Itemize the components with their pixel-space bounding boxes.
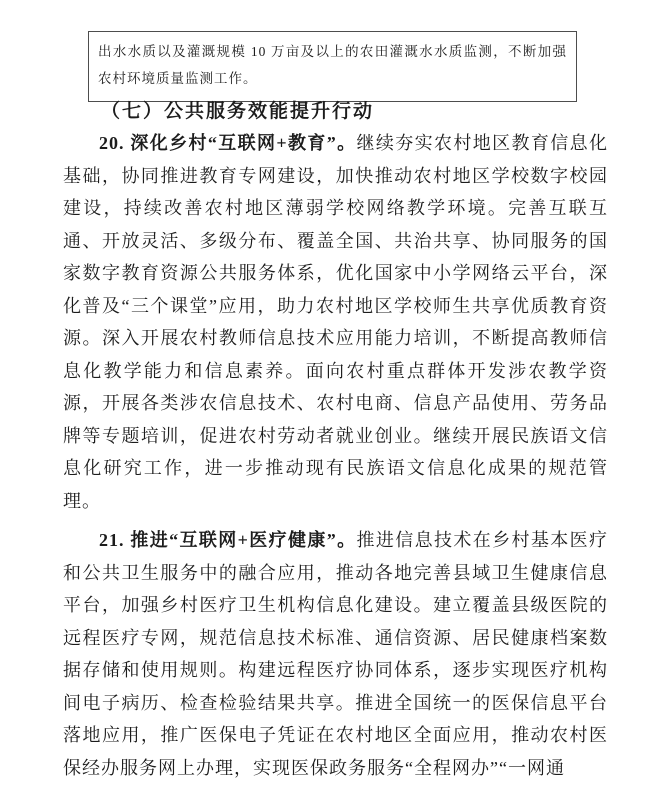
paragraph-20-body: 继续夯实农村地区教育信息化基础，协同推进教育专网建设，加快推动农村地区学校数字校园建设，持续改善农村地区薄弱学校网络教学环境。完善互联互通、开放灵活、多级分布、覆盖全国、共治共享、协同服务的国家数字教育资源公共服务体系，优化国家中小学网络云平台，深化普及“三个课堂”应用，助力农村地区学校师生共享优质教育资源。深入开展农村教师信息技术应用能力培训，不断提高教师信息化教学能力和信息素养。面向农村重点群体开发涉农教学资源，开展各类涉农信息技术、农村电商、信息产品使用、劳务品牌等专题培训，促进农村劳动者就业创业。继续开展民族语文信息化研究工作，进一步推动现有民族语文信息化成果的规范管理。 xyxy=(63,133,608,511)
document-body xyxy=(63,127,608,791)
paragraph-20-lead: 20. 深化乡村“互联网+教育”。 xyxy=(99,133,357,153)
paragraph-21-body: 推进信息技术在乡村基本医疗和公共卫生服务中的融合应用，推动各地完善县域卫生健康信息平台，加强乡村医疗卫生机构信息化建设。建立覆盖县级医院的远程医疗专网，规范信息技术标准、通信资源、居民健康档案数据存储和使用规则。构建远程医疗协同体系，逐步实现医疗机构间电子病历、检查检验结果共享。推进全国统一的医保信息平台落地应用，推广医保电子凭证在农村地区全面应用，推动农村医保经办服务网上办理，实现医保政务服务“全程网办”“一网通 xyxy=(63,530,608,778)
section-heading: （七）公共服务效能提升行动 xyxy=(101,101,375,122)
note-box xyxy=(88,31,577,102)
paragraph-20 xyxy=(63,127,608,517)
note-box-text: 出水水质以及灌溉规模 10 万亩及以上的农田灌溉水水质监测，不断加强农村环境质量监测工作。 xyxy=(98,44,567,86)
paragraph-21 xyxy=(63,524,608,784)
paragraph-21-lead: 21. 推进“互联网+医疗健康”。 xyxy=(99,530,357,550)
